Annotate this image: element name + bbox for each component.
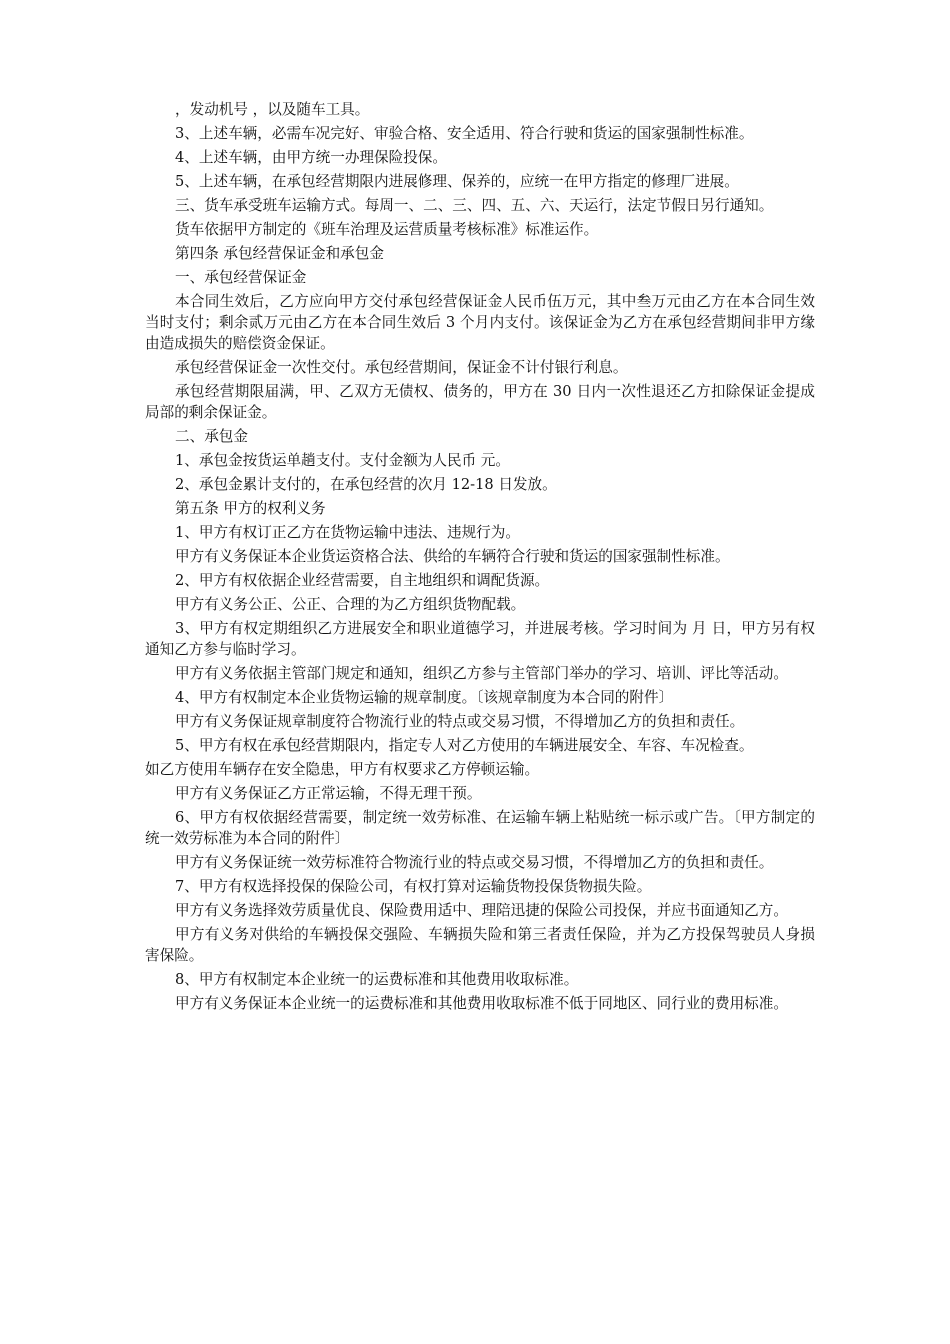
paragraph-clause-5-repair: 5、上述车辆，在承包经营期限内进展修理、保养的，应统一在甲方指定的修理厂进展。 (175, 173, 739, 190)
document-body (145, 99, 815, 1017)
paragraph-right-8: 8、甲方有权制定本企业统一的运费标准和其他费用收取标准。 (175, 971, 579, 988)
paragraph-deposit-interest: 承包经营保证金一次性交付。承包经营期间，保证金不计付银行利息。 (175, 359, 628, 376)
paragraph-duty-1: 甲方有义务保证本企业货运资格合法、供给的车辆符合行驶和货运的国家强制性标准。 (175, 548, 730, 565)
paragraph-duty-3: 甲方有义务依据主管部门规定和通知，组织乙方参与主管部门举办的学习、培训、评比等活动。 (175, 665, 788, 682)
paragraph-duty-8: 甲方有义务保证本企业统一的运费标准和其他费用收取标准不低于同地区、同行业的费用标准。 (175, 995, 788, 1012)
paragraph-standard-operation: 货车依据甲方制定的《班车治理及运营质量考核标准》标准运作。 (175, 221, 599, 238)
paragraph-right-3: 3、甲方有权定期组织乙方进展安全和职业道德学习，并进展考核。学习时间为 月 日，甲方另有权通知乙方参与临时学习。 (145, 620, 815, 658)
paragraph-section-3-schedule: 三、货车承受班车运输方式。每周一、二、三、四、五、六、天运行，法定节假日另行通知。 (175, 197, 774, 214)
paragraph-fee-payment-date: 2、承包金累计支付的，在承包经营的次月 12-18 日发放。 (175, 476, 557, 493)
paragraph-right-7: 7、甲方有权选择投保的保险公司，有权打算对运输货物投保货物损失险。 (175, 878, 652, 895)
paragraph-right-4: 4、甲方有权制定本企业货物运输的规章制度。〔该规章制度为本合同的附件〕 (175, 689, 674, 706)
paragraph-clause-3-condition: 3、上述车辆，必需车况完好、审验合格、安全适用、符合行驶和货运的国家强制性标准。 (175, 125, 754, 142)
paragraph-vehicle-tools: ，发动机号 ，以及随车工具。 (175, 101, 370, 118)
paragraph-deposit-refund: 承包经营期限届满，甲、乙双方无债权、债务的，甲方在 30 日内一次性退还乙方扣除保证金提成局部的剩余保证金。 (145, 383, 815, 421)
heading-contract-fee: 二、承包金 (175, 428, 248, 445)
heading-deposit: 一、承包经营保证金 (175, 269, 307, 286)
paragraph-duty-4: 甲方有义务保证规章制度符合物流行业的特点或交易习惯，不得增加乙方的负担和责任。 (175, 713, 745, 730)
paragraph-duty-7b: 甲方有义务对供给的车辆投保交强险、车辆损失险和第三者责任保险，并为乙方投保驾驶员人身损害保险。 (145, 926, 815, 964)
paragraph-right-2: 2、甲方有权依据企业经营需要，自主地组织和调配货源。 (175, 572, 550, 589)
paragraph-right-1: 1、甲方有权订正乙方在货物运输中违法、违规行为。 (175, 524, 520, 541)
paragraph-duty-7a: 甲方有义务选择效劳质量优良、保险费用适中、理陪迅捷的保险公司投保，并应书面通知乙方。 (175, 902, 788, 919)
paragraph-fee-per-trip: 1、承包金按货运单趟支付。支付金额为人民币 元。 (175, 452, 510, 469)
paragraph-duty-2: 甲方有义务公正、公正、合理的为乙方组织货物配载。 (175, 596, 526, 613)
paragraph-right-5-continued: 如乙方使用车辆存在安全隐患，甲方有权要求乙方停顿运输。 (145, 761, 540, 778)
paragraph-deposit-amount: 本合同生效后，乙方应向甲方交付承包经营保证金人民币伍万元，其中叁万元由乙方在本合同生效当时支付；剩余贰万元由乙方在本合同生效后 3 个月内支付。该保证金为乙方在承包经营期间非甲方缘由造成损失的赔偿资金保证。 (145, 293, 815, 352)
heading-article-4: 第四条 承包经营保证金和承包金 (175, 245, 384, 262)
paragraph-duty-6: 甲方有义务保证统一效劳标准符合物流行业的特点或交易习惯，不得增加乙方的负担和责任。 (175, 854, 774, 871)
paragraph-duty-5: 甲方有义务保证乙方正常运输，不得无理干预。 (175, 785, 482, 802)
paragraph-right-5: 5、甲方有权在承包经营期限内，指定专人对乙方使用的车辆进展安全、车容、车况检查。 (175, 737, 754, 754)
paragraph-right-6: 6、甲方有权依据经营需要，制定统一效劳标准、在运输车辆上粘贴统一标示或广告。〔甲方制定的统一效劳标准为本合同的附件〕 (145, 809, 815, 847)
heading-article-5: 第五条 甲方的权利义务 (175, 500, 326, 517)
paragraph-clause-4-insurance: 4、上述车辆，由甲方统一办理保险投保。 (175, 149, 447, 166)
